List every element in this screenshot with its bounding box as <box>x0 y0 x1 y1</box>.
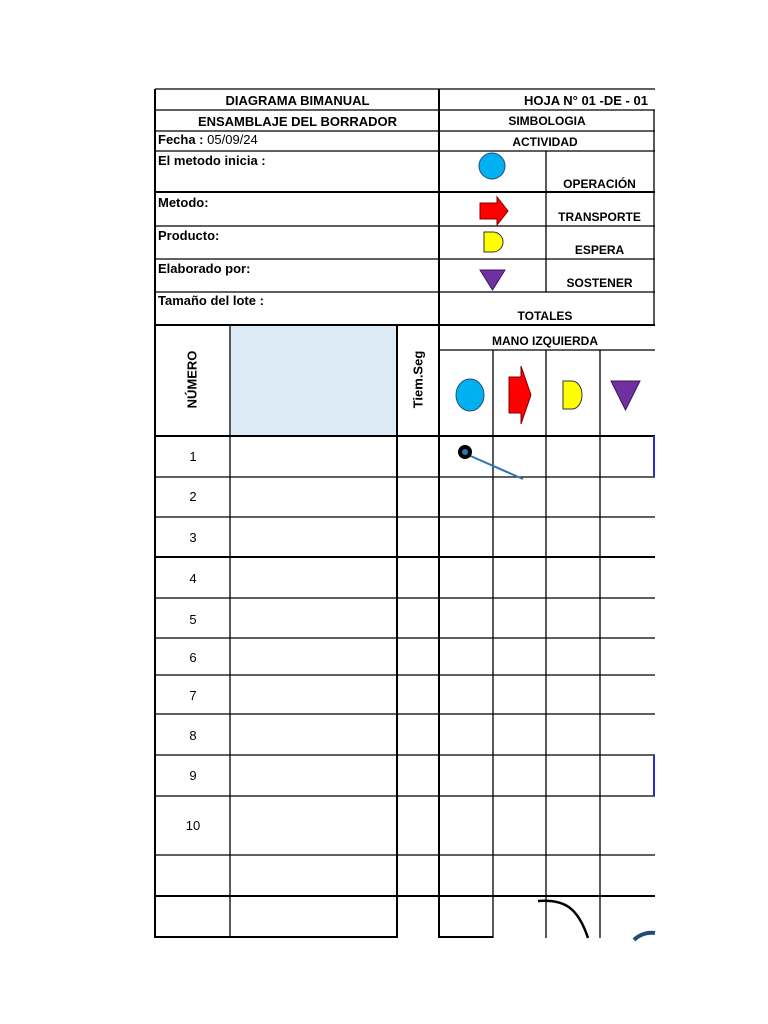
legend-espera-label: ESPERA <box>574 243 625 257</box>
hold-column-icon <box>611 381 640 410</box>
desc-header-bg <box>231 325 397 435</box>
wait-column-icon <box>563 381 582 409</box>
metodo-inicia-label: El metodo inicia : <box>158 153 266 168</box>
row-number-10: 10 <box>185 818 201 833</box>
chart-subtitle: ENSAMBLAJE DEL BORRADOR <box>197 114 398 129</box>
producto-label: Producto: <box>158 228 220 243</box>
wait-d-icon <box>484 232 503 252</box>
simbologia-label: SIMBOLOGIA <box>508 114 586 128</box>
lote-label: Tamaño del lote : <box>158 293 264 308</box>
col-numero-header: NÚMERO <box>184 350 200 409</box>
row-number-6: 6 <box>189 650 197 665</box>
elaborado-label: Elaborado por: <box>158 261 251 276</box>
transport-column-icon <box>509 366 531 424</box>
mano-izquierda-header: MANO IZQUIERDA <box>492 334 598 348</box>
row-number-5: 5 <box>189 612 197 627</box>
partial-blue-shape <box>634 933 655 940</box>
totales-label: TOTALES <box>517 309 573 323</box>
fecha-value: 05/09/24 <box>207 132 258 147</box>
hold-triangle-icon <box>480 270 505 290</box>
fecha-label: Fecha : <box>158 132 204 147</box>
legend-operacion-label: OPERACIÓN <box>563 177 636 191</box>
row-number-9: 9 <box>189 768 197 783</box>
metodo-label: Metodo: <box>158 195 209 210</box>
legend-sostener-label: SOSTENER <box>566 276 633 290</box>
sheet-number: HOJA N° 01 -DE - 01 <box>524 93 648 108</box>
row-number-3: 3 <box>189 530 197 545</box>
chart-title: DIAGRAMA BIMANUAL <box>225 93 370 108</box>
row-number-1: 1 <box>189 449 197 464</box>
legend-transporte-label: TRANSPORTE <box>558 210 641 224</box>
row-number-4: 4 <box>189 571 197 586</box>
operation-circle-icon <box>479 153 505 179</box>
operation-column-icon <box>456 379 484 411</box>
row-number-8: 8 <box>189 728 197 743</box>
col-tiempo-header: Tiem.Seg <box>410 350 426 409</box>
actividad-label: ACTIVIDAD <box>512 135 578 149</box>
row-number-2: 2 <box>189 489 197 504</box>
connector-line <box>466 454 523 479</box>
row-number-7: 7 <box>189 688 197 703</box>
transport-arrow-icon <box>480 197 508 225</box>
